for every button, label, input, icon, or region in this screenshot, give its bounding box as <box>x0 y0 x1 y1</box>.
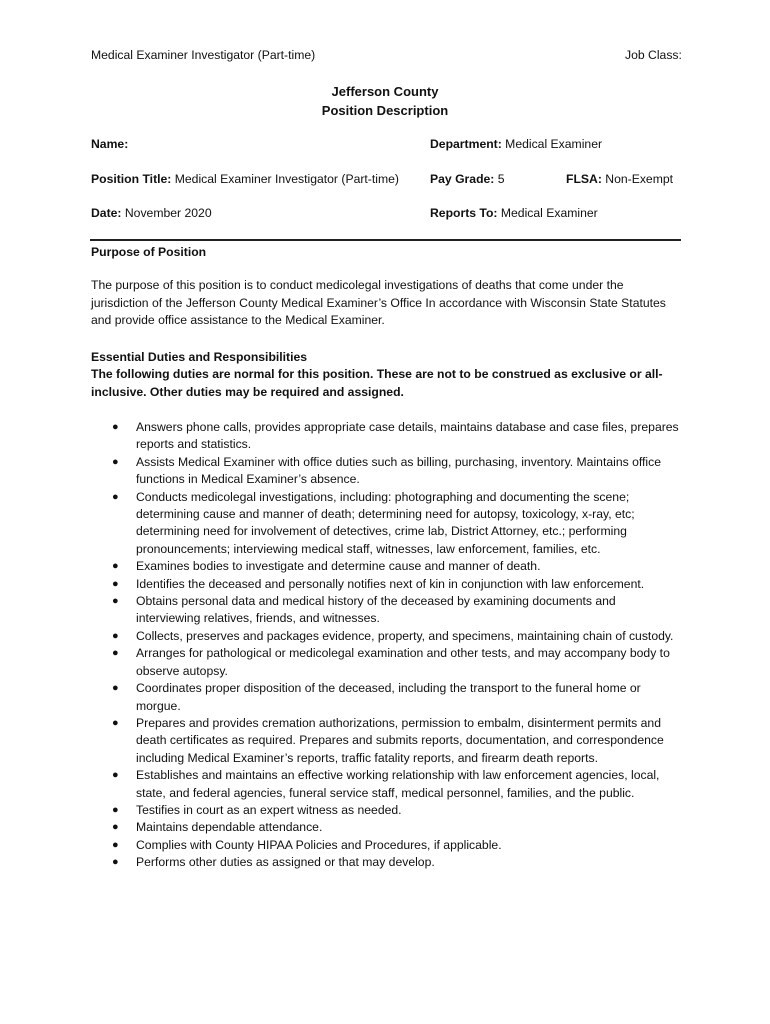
date-label: Date: <box>91 206 122 220</box>
purpose-heading: Purpose of Position <box>91 245 207 259</box>
bullet-icon: ● <box>112 577 119 590</box>
duties-intro: The following duties are normal for this position. These are not to be construed as exclusive or all-inclusive. Other duties may be required and assigned. <box>91 367 663 399</box>
bullet-icon: ● <box>112 490 119 503</box>
pay-grade-label: Pay Grade: <box>430 172 495 186</box>
date-field <box>91 206 212 220</box>
bullet-icon: ● <box>112 838 119 851</box>
position-title-label: Position Title: <box>91 172 172 186</box>
list-item: ● Conducts medicolegal investigations, including: photographing and documenting the scene; determining cause and manner of death; determining need for autopsy, toxicology, x-ray, etc; determining need for involvement of detectives, crime lab, District Attorney, etc.; performing pronouncements; interviewing medical staff, witnesses, law enforcement, families, etc. <box>112 489 635 556</box>
bullet-icon: ● <box>112 560 119 573</box>
list-item: ● Obtains personal data and medical history of the deceased by examining documents and interviewing relatives, friends, and witnesses. <box>112 594 616 626</box>
flsa-label: FLSA: <box>566 172 602 186</box>
section-divider <box>90 239 681 241</box>
list-item: ● Testifies in court as an expert witness as needed. <box>91 802 683 819</box>
list-item: ● Answers phone calls, provides appropriate case details, maintains database and case files, prepares reports and statistics. <box>112 420 679 452</box>
list-item: ● Coordinates proper disposition of the deceased, including the transport to the funeral home or morgue. <box>112 681 641 713</box>
bullet-icon: ● <box>112 421 119 433</box>
list-item: ● Arranges for pathological or medicolegal examination and other tests, and may accompany body to observe autopsy. <box>112 646 670 678</box>
list-item: ● Assists Medical Examiner with office duties such as billing, purchasing, inventory. Maintains office functions in Medical Examiner’s absence. <box>112 454 661 487</box>
department-value: Medical Examiner <box>505 137 603 151</box>
header-job-title: Medical Examiner Investigator (Part-time) <box>91 48 316 62</box>
bullet-icon: ● <box>112 769 119 782</box>
reports-to-field <box>430 206 598 220</box>
reports-to-value: Medical Examiner <box>500 206 598 220</box>
duties-heading: Essential Duties and Responsibilities <box>91 350 308 364</box>
bullet-icon: ● <box>112 629 119 642</box>
department-field <box>430 137 602 151</box>
header-job-class: Job Class: <box>625 48 682 62</box>
bullet-icon: ● <box>112 803 119 816</box>
bullet-icon: ● <box>112 856 119 869</box>
bullet-icon: ● <box>112 682 119 695</box>
bullet-icon: ● <box>112 595 119 608</box>
document-title: Position Description <box>321 103 449 118</box>
bullet-icon: ● <box>112 716 119 729</box>
list-item: ● Performs other duties as assigned or that may develop. <box>91 854 683 871</box>
list-item: ● Establishes and maintains an effective working relationship with law enforcement agencies, local, state, and federal agencies, funeral service staff, medical personnel, families, and the public. <box>112 768 660 800</box>
position-title-field <box>91 172 399 186</box>
list-item: ● Complies with County HIPAA Policies and Procedures, if applicable. <box>91 837 683 854</box>
pay-grade-field <box>430 172 505 186</box>
date-value: November 2020 <box>124 206 212 220</box>
bullet-icon: ● <box>112 455 119 468</box>
bullet-icon: ● <box>112 821 119 834</box>
county-title: Jefferson County <box>331 84 439 99</box>
list-item: ● Maintains dependable attendance. <box>91 819 683 836</box>
list-item: ● Collects, preserves and packages evidence, property, and specimens, maintaining chain of custody. <box>91 628 683 645</box>
flsa-field <box>566 172 673 186</box>
list-item: ● Identifies the deceased and personally notifies next of kin in conjunction with law enforcement. <box>91 576 683 593</box>
list-item: ● Prepares and provides cremation authorizations, permission to embalm, disinterment permits and death certificates as required. Prepares and submits reports, documentation, and correspondence including Medical Examiner’s reports, traffic fatality reports, and firearm death reports. <box>112 715 664 765</box>
bullet-icon: ● <box>112 647 119 660</box>
position-title-value: Medical Examiner Investigator (Part-time) <box>174 172 399 186</box>
department-label: Department: <box>430 137 502 151</box>
pay-grade-value: 5 <box>497 172 505 186</box>
reports-to-label: Reports To: <box>430 206 498 220</box>
duties-list <box>91 419 683 872</box>
name-label: Name: <box>91 137 129 151</box>
list-item: ● Examines bodies to investigate and determine cause and manner of death. <box>91 558 683 575</box>
flsa-value: Non-Exempt <box>605 172 674 186</box>
purpose-text: The purpose of this position is to conduct medicolegal investigations of deaths that come under the jurisdiction of the Jefferson County Medical Examiner’s Office In accordance with Wisconsin State Statutes and provide office assistance to the Medical Examiner. <box>91 278 666 327</box>
